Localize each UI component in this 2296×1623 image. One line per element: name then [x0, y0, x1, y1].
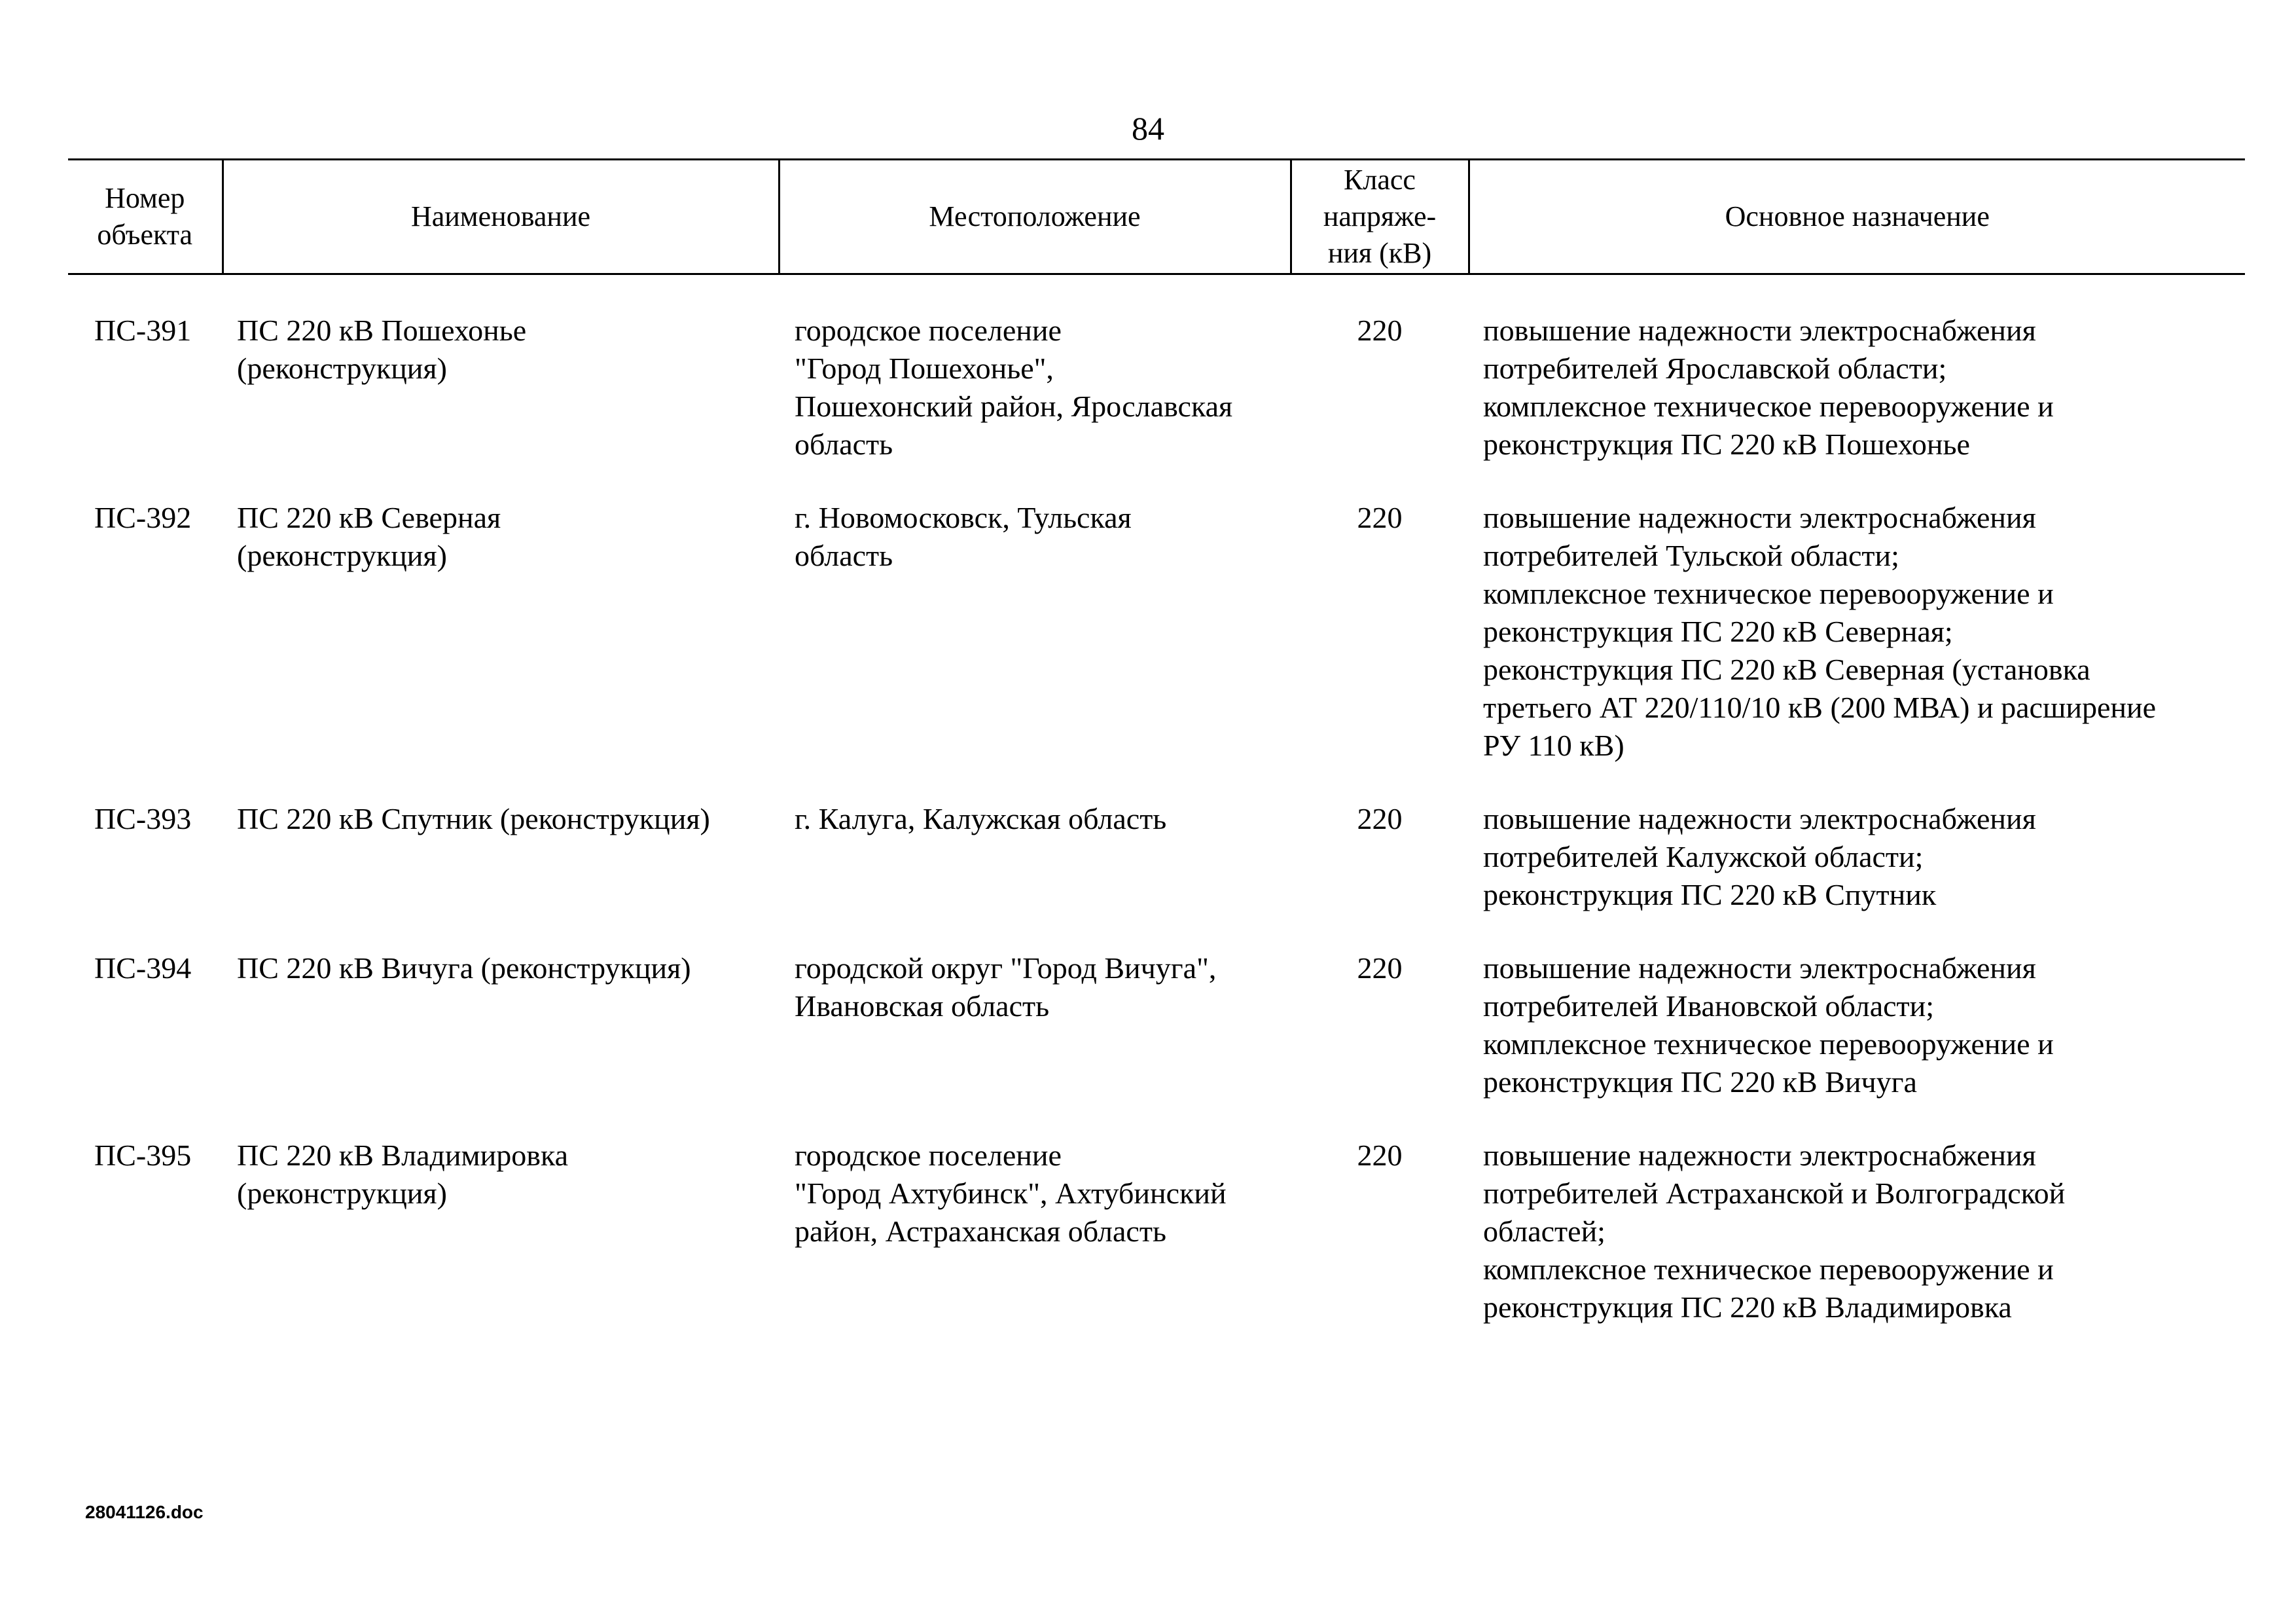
cell-name: ПС 220 кВ Спутник (реконструкция) — [237, 802, 710, 835]
page-number: 84 — [1132, 110, 1164, 147]
document-filename: 28041126.doc — [85, 1502, 204, 1522]
objects-table-container — [68, 158, 2245, 1362]
cell-purpose: повышение надежности электроснабжения потребителей Ивановской области; комплексное техническое перевооружение и реконструкция ПС 220 кВ Вичуга — [1483, 951, 2054, 1099]
cell-purpose: повышение надежности электроснабжения потребителей Калужской области; реконструкция ПС 220 кВ Спутник — [1483, 802, 2036, 911]
cell-voltage: 220 — [1357, 314, 1403, 347]
column-header-location: Местоположение — [779, 160, 1291, 274]
table-row — [68, 312, 2245, 499]
cell-number: ПС-391 — [94, 314, 192, 347]
table-row — [68, 499, 2245, 800]
cell-number: ПС-392 — [94, 501, 192, 534]
cell-voltage: 220 — [1357, 951, 1403, 985]
cell-location: городское поселение "Город Пошехонье", Пошехонский район, Ярославская область — [795, 314, 1233, 461]
cell-voltage: 220 — [1357, 802, 1403, 835]
cell-location: городской округ "Город Вичуга", Ивановская область — [795, 951, 1217, 1023]
cell-location: г. Калуга, Калужская область — [795, 802, 1167, 835]
table-spacer — [68, 274, 2245, 312]
cell-purpose: повышение надежности электроснабжения потребителей Ярославской области; комплексное техническое перевооружение и реконструкция ПС 220 кВ Пошехонье — [1483, 314, 2054, 461]
cell-name: ПС 220 кВ Северная (реконструкция) — [237, 501, 501, 572]
cell-name: ПС 220 кВ Пошехонье (реконструкция) — [237, 314, 527, 385]
cell-location: городское поселение "Город Ахтубинск", Ахтубинский район, Астраханская область — [795, 1139, 1227, 1248]
cell-name: ПС 220 кВ Вичуга (реконструкция) — [237, 951, 691, 985]
cell-number: ПС-394 — [94, 951, 192, 985]
cell-purpose: повышение надежности электроснабжения потребителей Тульской области; комплексное техническое перевооружение и реконструкция ПС 220 кВ Северная; реконструкция ПС 220 кВ Северная (установка третьего АТ 220/110/10 кВ (200 МВА) и расширение РУ 110 кВ) — [1483, 501, 2157, 762]
cell-number: ПС-395 — [94, 1139, 192, 1172]
table-row — [68, 800, 2245, 949]
cell-number: ПС-393 — [94, 802, 192, 835]
table-header-row — [68, 160, 2245, 274]
column-header-number: Номер объекта — [68, 160, 223, 274]
column-header-voltage: Класс напряже- ния (кВ) — [1291, 160, 1469, 274]
table-row — [68, 949, 2245, 1137]
cell-location: г. Новомосковск, Тульская область — [795, 501, 1132, 572]
cell-purpose: повышение надежности электроснабжения потребителей Астраханской и Волгоградской областей; комплексное техническое перевооружение и реконструкция ПС 220 кВ Владимировка — [1483, 1139, 2066, 1324]
cell-voltage: 220 — [1357, 1139, 1403, 1172]
objects-table — [68, 158, 2245, 1362]
cell-name: ПС 220 кВ Владимировка (реконструкция) — [237, 1139, 569, 1210]
cell-voltage: 220 — [1357, 501, 1403, 534]
column-header-purpose: Основное назначение — [1469, 160, 2245, 274]
table-row — [68, 1137, 2245, 1362]
column-header-name: Наименование — [223, 160, 779, 274]
